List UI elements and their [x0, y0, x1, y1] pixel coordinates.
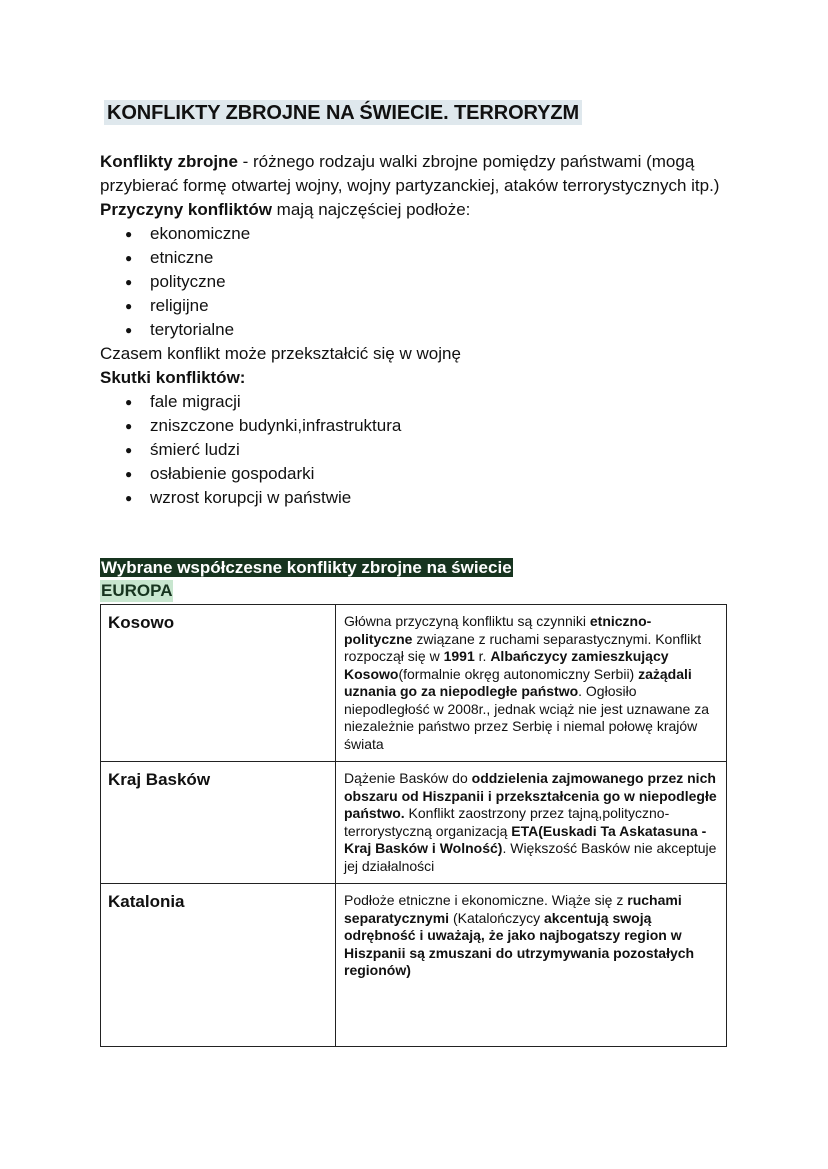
list-item — [100, 270, 740, 294]
table-cell-description — [336, 884, 727, 1047]
list-item — [100, 318, 740, 342]
list-item-label: etniczne — [150, 248, 214, 267]
table-row — [101, 884, 727, 1047]
section-heading: Wybrane współczesne konflikty zbrojne na świecie — [101, 558, 512, 577]
list-item — [100, 438, 740, 462]
bullet-icon: ● — [125, 251, 133, 265]
table-cell-description — [336, 762, 727, 884]
description-text: . Ogłosiło niepodległość w 2008r., jednak wciąż nie jest uznawane za niezależnie państwo przez Serbię i niemal połowę krajów świata — [344, 683, 710, 752]
section-heading-block — [100, 557, 513, 602]
table-cell-region: Katalonia — [101, 884, 336, 1047]
description-emphasis: Albańczycy zamieszkujący Kosowo — [344, 648, 669, 682]
description-text: związane z ruchami separastycznymi. Konflikt rozpoczął się w — [344, 630, 702, 664]
table-row — [101, 605, 727, 762]
causes-list — [100, 222, 740, 342]
effects-heading — [100, 366, 740, 390]
description-emphasis: akcentują swoją odrębność i uważają, że jako najbogatszy region w Hiszpanii są zmuszani do utrzymywania pozostałych regionów) — [344, 909, 695, 978]
description-text: (formalnie okręg autonomiczny Serbii) — [398, 665, 639, 682]
list-item-label: zniszczone budynki,infrastruktura — [150, 416, 402, 435]
description-text: Podłoże etniczne i ekonomiczne. Wiąże się z — [344, 892, 628, 908]
list-item — [100, 222, 740, 246]
list-item-label: wzrost korupcji w państwie — [150, 488, 352, 507]
list-item-label: fale migracji — [150, 392, 241, 411]
definition-paragraph — [100, 150, 740, 198]
description-emphasis: 1991 — [443, 648, 475, 664]
description-text: Główna przyczyną konfliktu są czynniki — [344, 613, 590, 629]
description-text: Konflikt zaostrzony przez tajną,polityczno-terrorystyczną organizacją — [344, 805, 670, 839]
causes-heading — [100, 198, 740, 222]
bullet-icon: ● — [125, 395, 133, 409]
list-item — [100, 462, 740, 486]
bullet-icon: ● — [125, 275, 133, 289]
description-text: r. — [474, 648, 491, 664]
bullet-icon: ● — [125, 419, 133, 433]
list-item — [100, 414, 740, 438]
description-text: (Katalończycy — [449, 909, 544, 926]
intro-text — [100, 150, 740, 510]
description-text: Dążenie Basków do — [344, 770, 472, 786]
list-item-label: terytorialne — [150, 320, 235, 339]
table-cell-description — [336, 605, 727, 762]
definition-text: - różnego rodzaju walki zbrojne pomiędzy państwami (mogą przybierać formę otwartej wojny, wojny partyzanckiej, ataków terrorystycznych itp.) — [100, 152, 720, 195]
description-emphasis: zażądali uznania go za niepodległe państwo — [344, 665, 692, 699]
note-text: Czasem konflikt może przekształcić się w wojnę — [100, 344, 461, 363]
list-item-label: polityczne — [150, 272, 226, 291]
bullet-icon: ● — [125, 443, 133, 457]
bullet-icon: ● — [125, 467, 133, 481]
table-row — [101, 762, 727, 884]
list-item-label: osłabienie gospodarki — [150, 464, 315, 483]
table-cell-region: Kosowo — [101, 605, 336, 762]
list-item — [100, 294, 740, 318]
conflicts-table — [100, 604, 727, 1047]
list-item — [100, 246, 740, 270]
causes-heading-rest: mają najczęściej podłoże: — [271, 200, 471, 219]
section-subheading: EUROPA — [101, 581, 173, 600]
description-emphasis: oddzielenia zajmowanego przez nich obszaru od Hiszpanii i przekształcenia go w niepodległe państwo. — [344, 770, 717, 821]
description-emphasis: ETA(Euskadi Ta Askatasuna - Kraj Basków i Wolność) — [344, 822, 707, 856]
table-cell-region: Kraj Basków — [101, 762, 336, 884]
list-item-label: ekonomiczne — [150, 224, 251, 243]
causes-heading-bold: Przyczyny konfliktów — [100, 200, 272, 219]
description-emphasis: etniczno-polityczne — [344, 613, 652, 647]
bullet-icon: ● — [125, 491, 133, 505]
list-item-label: religijne — [150, 296, 209, 315]
bullet-icon: ● — [125, 227, 133, 241]
list-item-label: śmierć ludzi — [150, 440, 240, 459]
effects-list — [100, 390, 740, 510]
list-item — [100, 390, 740, 414]
page-title: KONFLIKTY ZBROJNE NA ŚWIECIE. TERRORYZM — [104, 100, 582, 125]
bullet-icon: ● — [125, 323, 133, 337]
description-emphasis: ruchami separatycznymi — [344, 892, 682, 926]
bullet-icon: ● — [125, 299, 133, 313]
definition-term: Konflikty zbrojne — [100, 152, 238, 171]
effects-heading-bold: Skutki konfliktów: — [100, 368, 246, 387]
list-item — [100, 486, 740, 510]
description-text: . Większość Basków nie akceptuje jej działalności — [344, 840, 717, 874]
